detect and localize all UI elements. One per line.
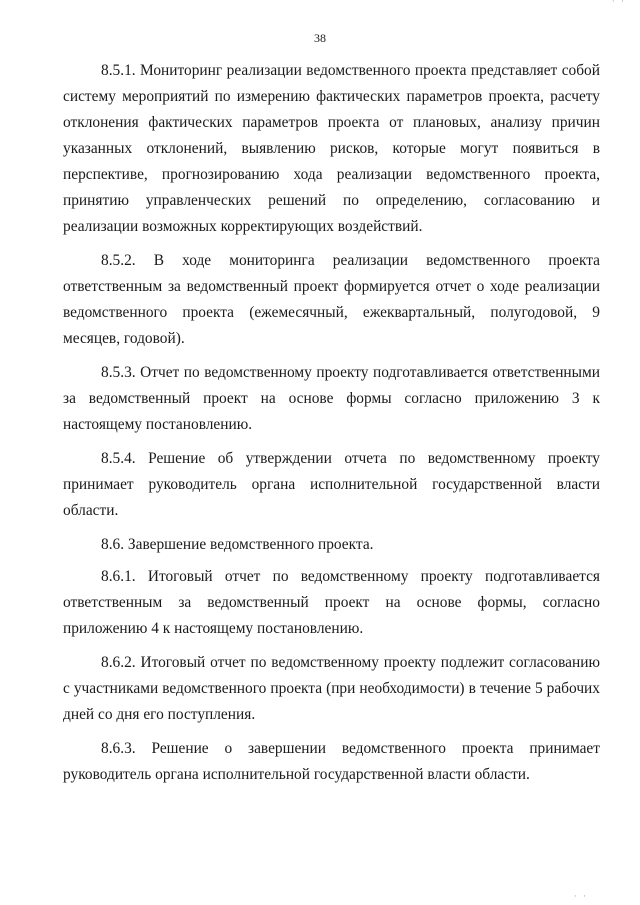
paragraph-8-6-1: 8.6.1. Итоговый отчет по ведомственному проекту подготавливается ответственным за ведомственный проект на основе формы, согласно приложению 4 к настоящему постановлению. xyxy=(63,568,600,637)
document-body xyxy=(63,58,600,796)
paragraph-8-6-3: 8.6.3. Решение о завершении ведомственного проекта принимает руководитель органа исполнительной государственной власти области. xyxy=(63,740,600,783)
paragraph-8-5-4: 8.5.4. Решение об утверждении отчета по ведомственному проекту принимает руководитель органа исполнительной государственной власти области. xyxy=(63,450,600,519)
paragraph-8-5-2: 8.5.2. В ходе мониторинга реализации ведомственного проекта ответственным за ведомственный проект формируется отчет о ходе реализации ведомственного проекта (ежемесячный, ежеквартальный, полугодовой, 9 месяцев, годовой). xyxy=(63,252,600,347)
scan-artifact: · · xyxy=(611,0,626,6)
paragraph-8-5-3: 8.5.3. Отчет по ведомственному проекту подготавливается ответственными за ведомственный проект на основе формы согласно приложению 3 к настоящему постановлению. xyxy=(63,364,600,433)
section-heading-8-6: 8.6. Завершение ведомственного проекта. xyxy=(101,536,374,553)
paragraph-8-5-1: 8.5.1. Мониторинг реализации ведомственного проекта представляет собой систему мероприятий по измерению фактических параметров проекта, расчету отклонения фактических параметров проекта от плановых, анализу причин указанных отклонений, выявлению рисков, которые могут появиться в перспективе, прогнозированию хода реализации ведомственного проекта, принятию управленческих решений по определению, согласованию и реализации возможных корректирующих воздействий. xyxy=(63,62,600,235)
page-number: 38 xyxy=(314,31,326,45)
scan-artifact: · · xyxy=(573,891,588,901)
paragraph-8-6-2: 8.6.2. Итоговый отчет по ведомственному проекту подлежит согласованию с участниками ведомственного проекта (при необходимости) в течение 5 рабочих дней со дня его поступления. xyxy=(63,654,600,723)
